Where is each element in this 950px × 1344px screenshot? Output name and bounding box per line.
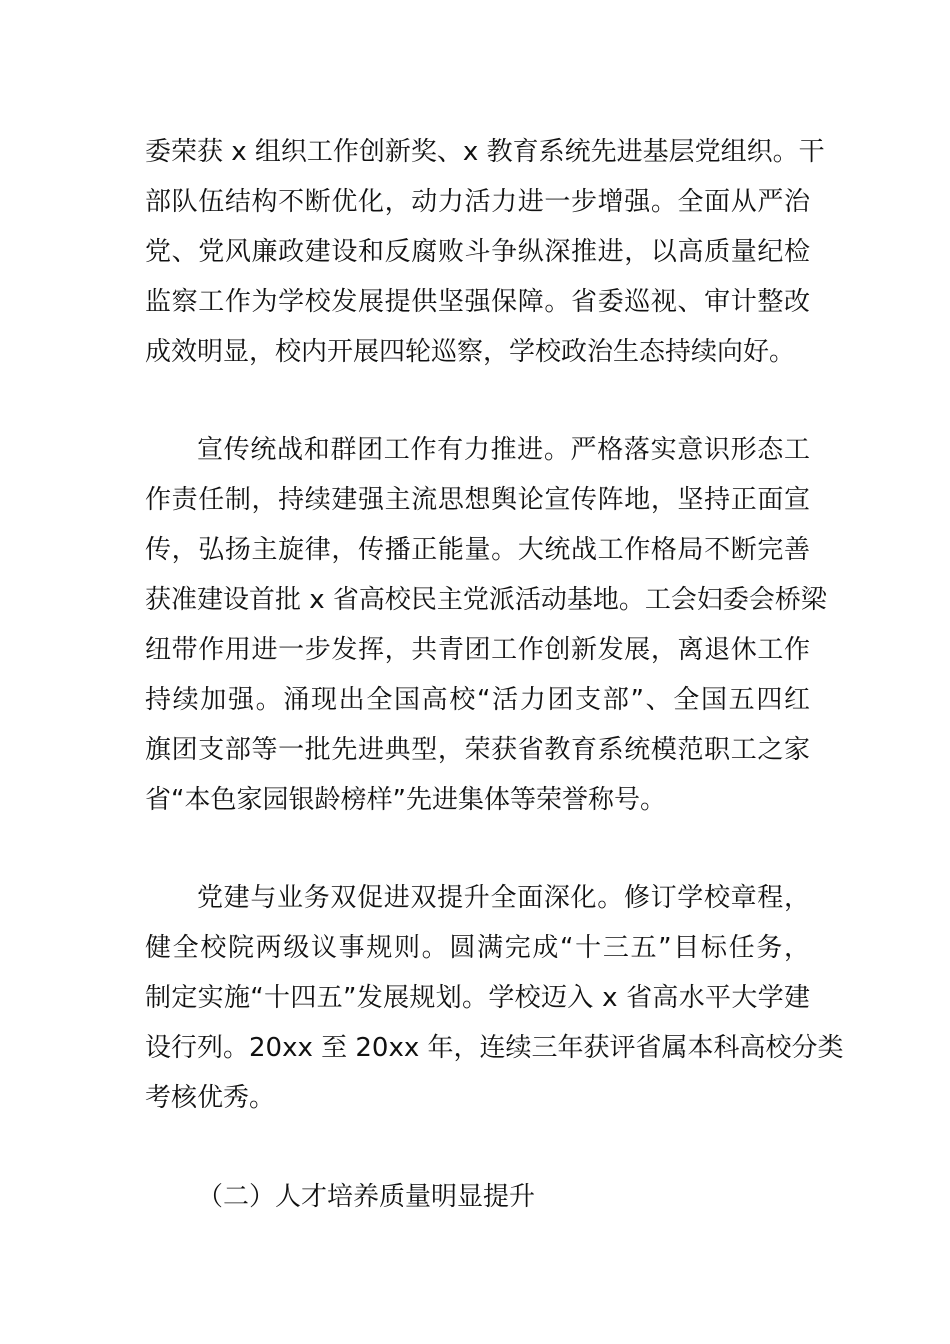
paragraph-line: 持续加强。涌现出全国高校“活力团支部”、全国五四红 [145,685,810,715]
paragraph-line: 宣传统战和群团工作有力推进。严格落实意识形态工 [197,435,810,465]
paragraph-line: 制定实施“十四五”发展规划。学校迈入 x 省高水平大学建 [145,983,810,1013]
paragraph-party-and-business [145,873,844,1123]
section-heading-text: （二）人才培养质量明显提升 [197,1182,536,1212]
paragraph-line: 监察工作为学校发展提供坚强保障。省委巡视、审计整改 [145,287,810,317]
paragraph-line: 成效明显，校内开展四轮巡察，学校政治生态持续向好。 [145,337,796,367]
paragraph-line: 纽带作用进一步发挥，共青团工作创新发展，离退休工作 [145,635,810,665]
paragraph-line: 省“本色家园银龄榜样”先进集体等荣誉称号。 [145,785,666,815]
paragraph-line: 传，弘扬主旋律，传播正能量。大统战工作格局不断完善 [145,535,810,565]
paragraph-line: 旗团支部等一批先进典型，荣获省教育系统模范职工之家 [145,735,810,765]
paragraph-line: 设行列。20xx 至 20xx 年，连续三年获评省属本科高校分类 [145,1033,844,1063]
paragraph-line: 党建与业务双促进双提升全面深化。修订学校章程， [197,883,810,913]
paragraph-united-front [145,425,827,825]
paragraph-line: 考核优秀。 [145,1083,276,1113]
paragraph-party-building [145,127,825,377]
paragraph-line: 获准建设首批 x 省高校民主党派活动基地。工会妇委会桥梁 [145,585,827,615]
paragraph-line: 党、党风廉政建设和反腐败斗争纵深推进，以高质量纪检 [145,237,810,267]
paragraph-line: 委荣获 x 组织工作创新奖、x 教育系统先进基层党组织。干 [145,137,825,167]
paragraph-line: 部队伍结构不断优化，动力活力进一步增强。全面从严治 [145,187,810,217]
paragraph-line: 作责任制，持续建强主流思想舆论宣传阵地，坚持正面宣 [145,485,810,515]
section-heading [145,1172,810,1222]
paragraph-line: 健全校院两级议事规则。圆满完成“十三五”目标任务， [145,933,810,963]
